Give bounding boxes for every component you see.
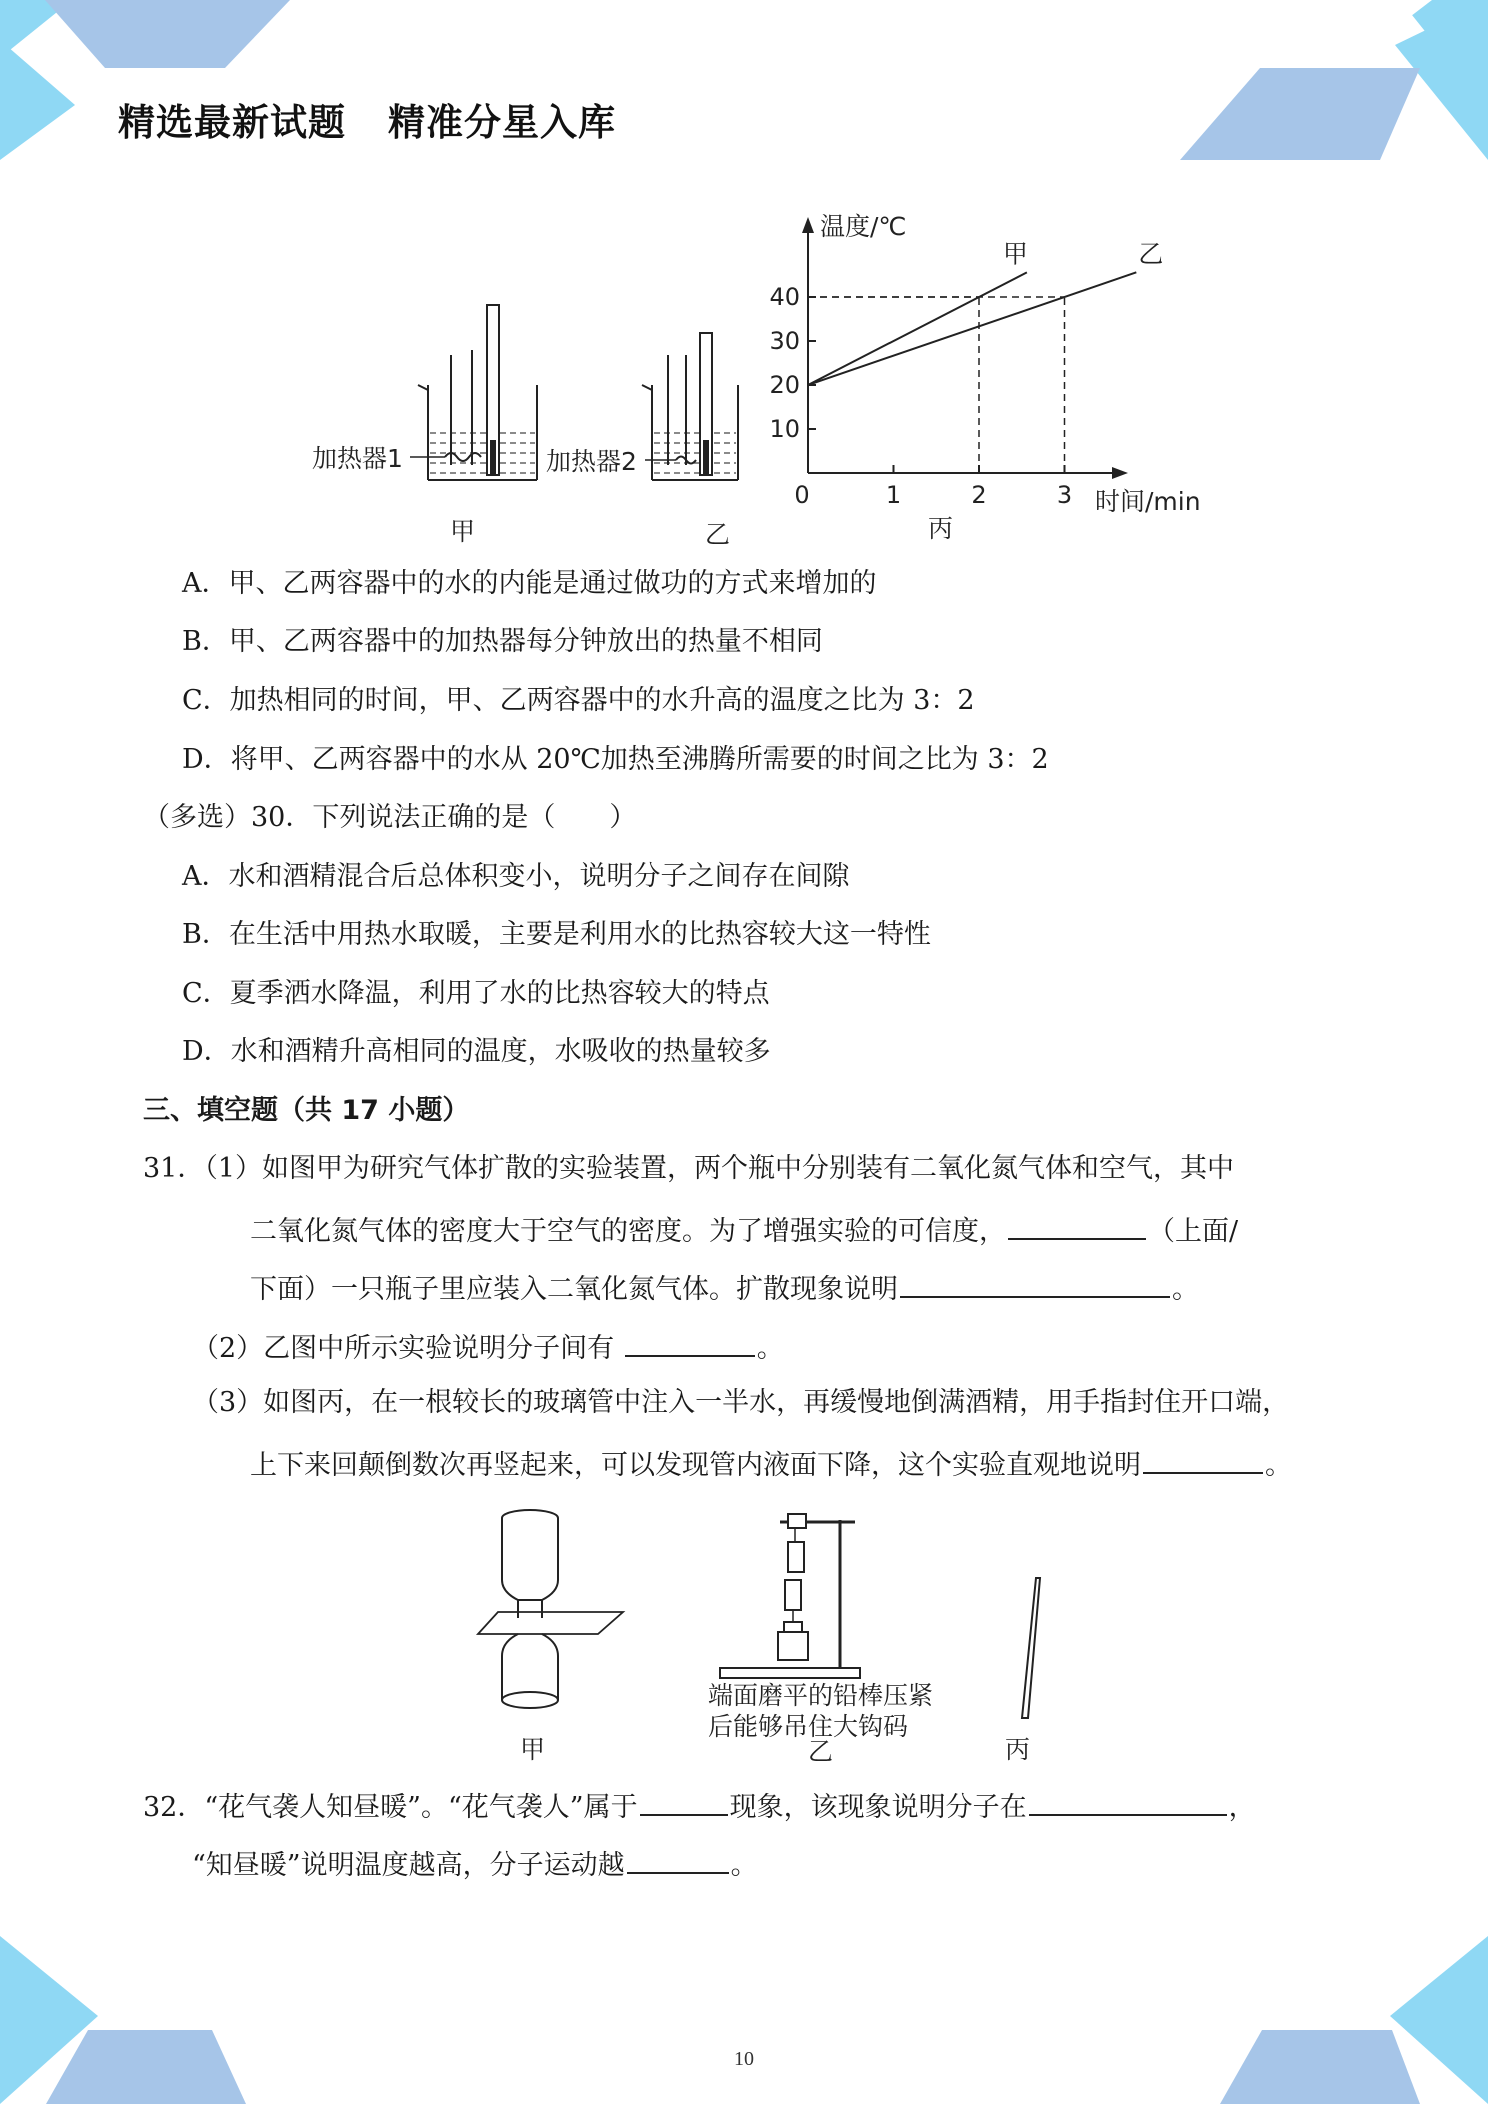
- header-title: [118, 92, 616, 146]
- q31-part3-line2: 上下来回颠倒数次再竖起来，可以发现管内液面下降，这个实验直观地说明 。: [250, 1444, 1292, 1484]
- q30-option-a: A．水和酒精混合后总体积变小，说明分子之间存在间隙: [182, 861, 850, 892]
- q30-option-c: C．夏季洒水降温，利用了水的比热容较大的特点: [182, 978, 770, 1009]
- corner-tl-trapezoid: [45, 0, 290, 68]
- x-tick-label: 0: [794, 481, 810, 509]
- graph-x-label: 时间/min: [1095, 487, 1201, 516]
- q30-stem: （多选）30．下列说法正确的是（ ）: [143, 802, 637, 833]
- caption-top-jia: 甲: [450, 517, 476, 546]
- temperature-time-graph: [769, 212, 1200, 516]
- q30-option-b: B．在生活中用热水取暖，主要是利用水的比热容较大这一特性: [182, 919, 931, 950]
- q30-option-d: D．水和酒精升高相同的温度，水吸收的热量较多: [182, 1036, 771, 1067]
- corner-tr-gap: [1233, 0, 1432, 68]
- x-tick-label: 2: [971, 481, 987, 509]
- beaker-yi: [642, 333, 738, 480]
- q29-option-d: D．将甲、乙两容器中的水从 20℃加热至沸腾所需要的时间之比为 3：2: [182, 744, 1049, 775]
- series-line-1: [808, 272, 1027, 385]
- graph-y-arrow: [802, 217, 814, 233]
- q29-option-a: A．甲、乙两容器中的水的内能是通过做功的方式来增加的: [182, 568, 877, 599]
- caption-mid-bing: 丙: [1005, 1735, 1031, 1764]
- caption-top-bing: 丙: [928, 514, 954, 543]
- q29-option-c: C．加热相同的时间，甲、乙两容器中的水升高的温度之比为 3：2: [182, 685, 975, 716]
- q32-line1: 32．“花气袭人知昼暖”。“花气袭人”属于 现象，该现象说明分子在 ，: [143, 1786, 1256, 1826]
- q31-part1-line1: 31．（1）如图甲为研究气体扩散的实验装置，两个瓶中分别装有二氧化氮气体和空气，其中: [143, 1153, 1235, 1184]
- series-line-2: [808, 272, 1136, 385]
- q32-blank-1[interactable]: [640, 1786, 728, 1816]
- lead-rod-note-line1: 端面磨平的铅棒压紧: [708, 1681, 934, 1710]
- page-number: 10: [734, 2048, 754, 2070]
- q31-part3-line1: （3）如图丙，在一根较长的玻璃管中注入一半水，再缓慢地倒满酒精，用手指封住开口端，: [192, 1387, 1290, 1418]
- caption-top-yi: 乙: [705, 520, 731, 549]
- beaker-jia: [410, 305, 537, 480]
- graph-y-label: 温度/℃: [820, 212, 907, 241]
- heater2-label: 加热器2: [546, 447, 637, 476]
- section-3-heading: 三、填空题（共 17 小题）: [143, 1095, 470, 1126]
- q32-blank-2[interactable]: [1029, 1786, 1227, 1816]
- lead-rod-note-line2: 后能够吊住大钩码: [708, 1712, 909, 1741]
- series-label-1: 甲: [1002, 239, 1028, 269]
- lead-rod-stand: [720, 1514, 860, 1678]
- x-tick-label: 1: [885, 481, 902, 509]
- q32-blank-3[interactable]: [627, 1844, 729, 1874]
- heater1-label: 加热器1: [312, 444, 403, 473]
- q31-part1-line3: 下面）一只瓶子里应装入二氧化氮气体。扩散现象说明 。: [250, 1268, 1199, 1308]
- caption-mid-jia: 甲: [520, 1735, 546, 1764]
- y-tick-label: 40: [769, 283, 800, 311]
- q31-blank-1[interactable]: [1008, 1210, 1146, 1240]
- q29-option-b: B．甲、乙两容器中的加热器每分钟放出的热量不相同: [182, 626, 823, 657]
- graph-x-arrow: [1112, 467, 1128, 479]
- q31-part2: （2）乙图中所示实验说明分子间有 。: [192, 1327, 784, 1367]
- y-tick-label: 10: [769, 415, 800, 443]
- q31-blank-2[interactable]: [900, 1268, 1170, 1298]
- corner-tr-trapezoid: [1180, 68, 1420, 160]
- y-tick-label: 20: [769, 371, 800, 399]
- series-label-2: 乙: [1138, 239, 1164, 269]
- y-tick-label: 30: [769, 327, 800, 355]
- q32-line2: “知昼暖”说明温度越高，分子运动越 。: [192, 1844, 758, 1884]
- q31-blank-4[interactable]: [1143, 1444, 1263, 1474]
- glass-tube: [1022, 1578, 1040, 1718]
- caption-mid-yi: 乙: [808, 1737, 834, 1766]
- figure-heating-experiment: [300, 205, 1230, 555]
- q31-part1-line2: 二氧化氮气体的密度大于空气的密度。为了增强实验的可信度， （上面/: [250, 1210, 1238, 1250]
- corner-tl-wedge: [0, 40, 75, 160]
- figure-molecule-experiments: [470, 1500, 1090, 1770]
- diffusion-bottles: [478, 1510, 623, 1708]
- x-tick-label: 3: [1056, 481, 1073, 509]
- header-title-part2: 精准分星入库: [388, 101, 616, 144]
- q31-blank-3[interactable]: [625, 1327, 755, 1357]
- header-title-part1: 精选最新试题: [118, 101, 346, 144]
